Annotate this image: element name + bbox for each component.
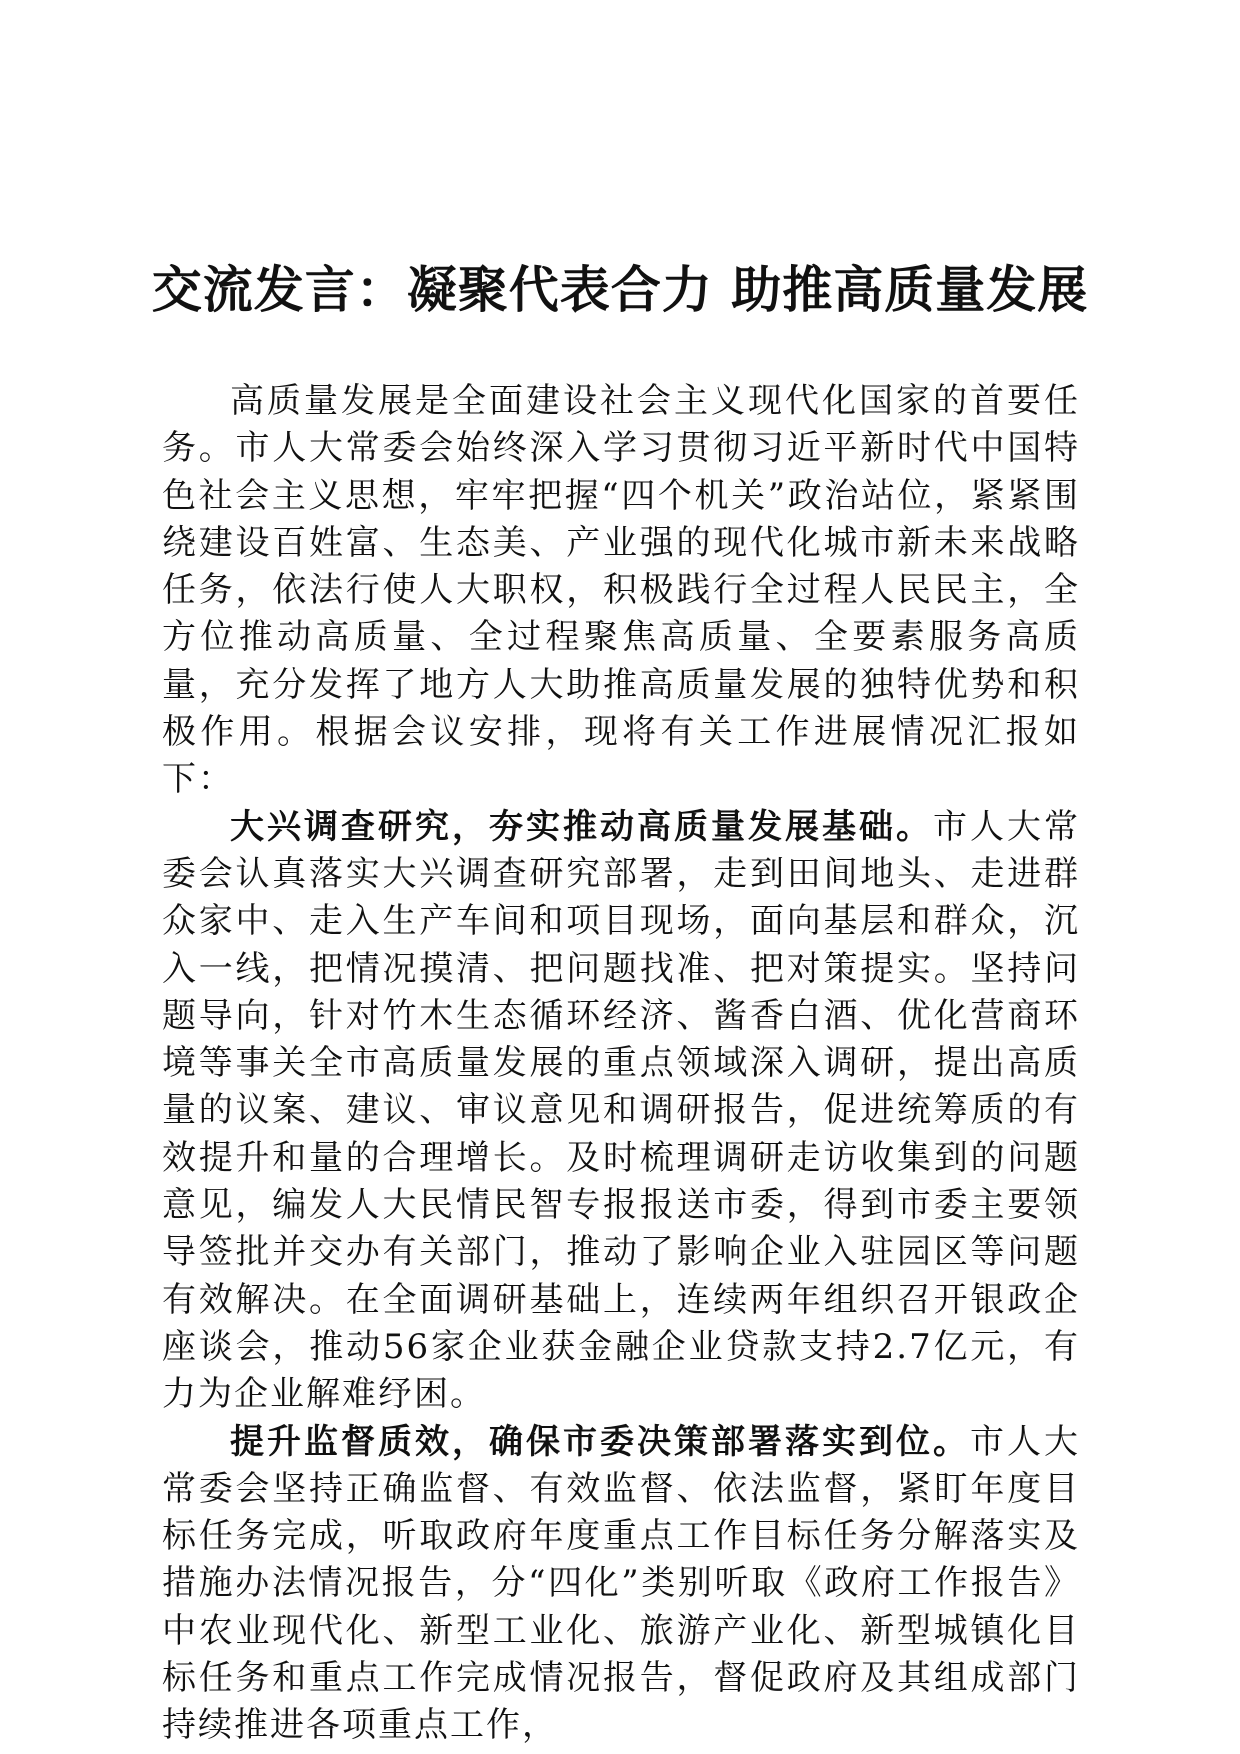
paragraph-text: 高质量发展是全面建设社会主义现代化国家的首要任务。市人大常委会始终深入学习贯彻习近平新时代中国特色社会主义思想，牢牢把握“四个机关”政治站位，紧紧围绕建设百姓富、生态美、产业强的现代化城市新未来战略任务，依法行使人大职权，积极践行全过程人民民主，全方位推动高质量、全过程聚焦高质量、全要素服务高质量，充分发挥了地方人大助推高质量发展的独特优势和积极作用。根据会议安排，现将有关工作进展情况汇报如下：: [162, 381, 1080, 800]
document-body: [162, 378, 1080, 1750]
paragraph-research: [162, 804, 1080, 1419]
paragraph-lead: 大兴调查研究，夯实推动高质量发展基础。: [230, 806, 933, 847]
paragraph-intro: [162, 378, 1080, 804]
document-title: 交流发言：凝聚代表合力 助推高质量发展: [151, 260, 1089, 319]
paragraph-lead: 提升监督质效，确保市委决策部署落实到位。: [230, 1421, 970, 1462]
paragraph-text: 市人大常委会坚持正确监督、有效监督、依法监督，紧盯年度目标任务完成，听取政府年度重点工作目标任务分解落实及措施办法情况报告，分“四化”类别听取《政府工作报告》中农业现代化、新型工业化、旅游产业化、新型城镇化目标任务和重点工作完成情况报告，督促政府及其组成部门持续推进各项重点工作，: [162, 1421, 1080, 1746]
paragraph-text: 市人大常委会认真落实大兴调查研究部署，走到田间地头、走进群众家中、走入生产车间和项目现场，面向基层和群众，沉入一线，把情况摸清、把问题找准、把对策提实。坚持问题导向，针对竹木生态循环经济、酱香白酒、优化营商环境等事关全市高质量发展的重点领域深入调研，提出高质量的议案、建议、审议意见和调研报告，促进统筹质的有效提升和量的合理增长。及时梳理调研走访收集到的问题意见，编发人大民情民智专报报送市委，得到市委主要领导签批并交办有关部门，推动了影响企业入驻园区等问题有效解决。在全面调研基础上，连续两年组织召开银政企座谈会，推动56家企业获金融企业贷款支持2.7亿元，有力为企业解难纾困。: [162, 806, 1080, 1415]
paragraph-supervision: [162, 1419, 1080, 1750]
